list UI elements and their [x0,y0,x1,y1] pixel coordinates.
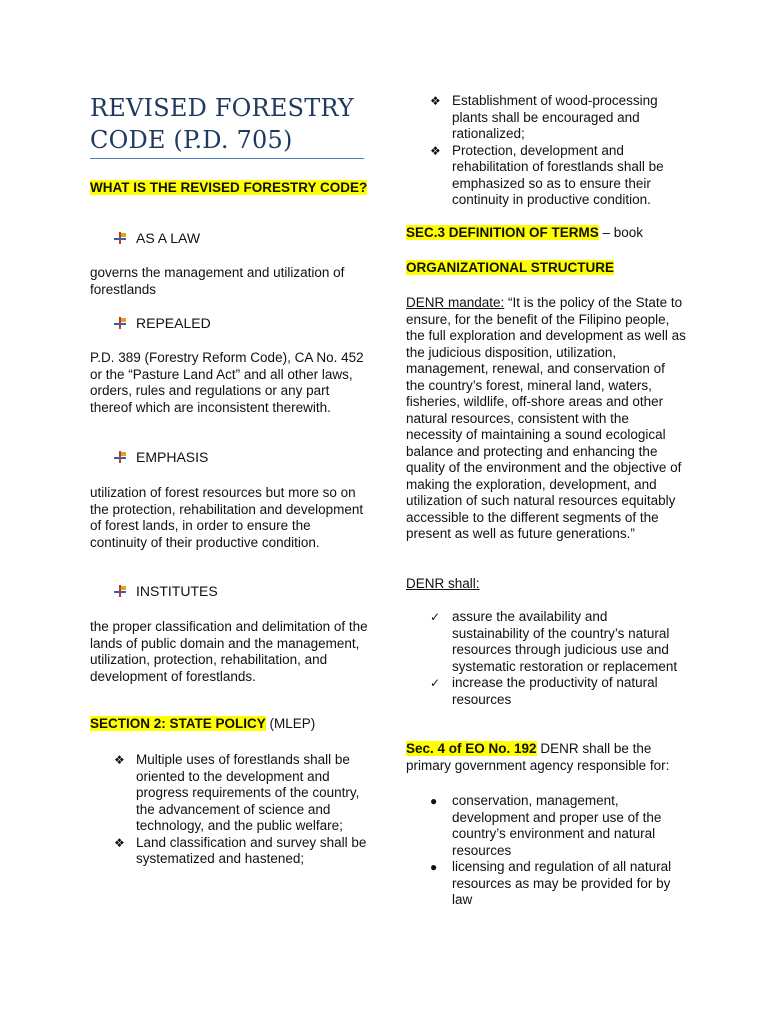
org-structure-heading: ORGANIZATIONAL STRUCTURE [406,260,614,275]
checkmark-icon: ✓ [430,610,441,624]
institutes-bullet [114,582,218,600]
list-item [114,834,368,868]
section2-heading-block [90,716,370,733]
denr-mandate-paragraph [406,295,686,543]
what-heading-block [90,180,370,197]
pin-flag-icon [114,317,126,329]
list-item [114,752,368,835]
eo-heading: Sec. 4 of EO No. 192 [406,741,537,756]
section2-suffix: (MLEP) [265,716,316,731]
list-item [430,93,684,143]
as-a-law-label: AS A LAW [136,230,201,246]
eo-item-text: licensing and regulation of all natural resources as may be provided for by law [452,859,672,907]
denr-shall-list [430,609,684,708]
sec3-heading-block [406,225,686,242]
sec3-heading: SEC.3 DEFINITION OF TERMS [406,225,599,240]
list-item [430,793,684,859]
pin-flag-icon [114,232,126,244]
pin-flag-icon [114,451,126,463]
policy-item-text: Protection, development and rehabilitation of forestlands shall be emphasized so as to ensure their continuity in productive condition. [452,142,664,207]
emphasis-text: utilization of forest resources but more so on the protection, rehabilitation and development of forest lands, in order to ensure the continuity of their productive condition. [90,485,364,550]
policy-item-text: Multiple uses of forestlands shall be oriented to the development and progress requirements of the country, the advancement of science and technology, and the public welfare; [136,752,360,833]
checkmark-icon: ✓ [430,676,441,690]
section2-heading: SECTION 2: STATE POLICY [90,716,266,731]
policy-item-text: Establishment of wood-processing plants shall be encouraged and rationalized; [452,93,658,141]
what-is-heading: WHAT IS THE REVISED FORESTRY CODE? [90,180,368,195]
list-item [430,142,684,209]
as-a-law-text: governs the management and utilization of forestlands [90,265,345,297]
round-bullet-icon: ● [430,794,438,808]
denr-mandate-text: “It is the policy of the State to ensure, for the benefit of the Filipino people, the full exploration and development as well as the judicious disposition, utilization, management, renewal, and conservation of the country’s forest, mineral land, waters, fisheries, wildlife, off-shore areas and other natural resources, consistent with the necessity of maintaining a sound ecological balance and protecting and enhancing the quality of the environment and the objective of making the exploration, development, and utilization of such natural resources equitably accessible to the different segments of the present as well as future generations.” [406,295,686,541]
denr-shall-block [406,576,686,593]
diamond-dots-icon: ❖ [430,143,441,158]
eo-responsibility-list [430,793,684,909]
as-a-law-bullet [114,229,200,247]
denr-shall-item-text: increase the productivity of natural resources [452,675,658,707]
diamond-dots-icon: ❖ [430,94,441,108]
diamond-dots-icon: ❖ [114,753,125,767]
institutes-text: the proper classification and delimitation of the lands of public domain and the management, utilization, protection, rehabilitation, and development of forestlands. [90,619,368,684]
policy-item-text: Land classification and survey shall be systematized and hastened; [136,834,367,866]
eo-text: DENR shall be the primary government agency responsible for: [406,741,670,773]
pin-flag-icon [114,585,126,597]
policy-list-left [114,752,368,868]
diamond-dots-icon: ❖ [114,835,125,850]
denr-shall-label: DENR shall: [406,576,480,591]
page-title: REVISED FORESTRY CODE (P.D. 705) [90,94,354,154]
eo-item-text: conservation, management, development and proper use of the country’s environment and natural resources [452,793,662,858]
denr-mandate-label: DENR mandate: [406,295,505,310]
denr-shall-item-text: assure the availability and sustainability of the country’s natural resources through judicious use and systematic restoration or replacement [452,609,678,674]
institutes-label: INSTITUTES [136,583,218,599]
sec3-suffix: – book [598,225,644,240]
repealed-bullet [114,314,211,332]
policy-list-right [430,93,684,209]
title-underline-divider [90,158,364,159]
round-bullet-icon: ● [430,860,438,874]
list-item [430,675,684,708]
repealed-label: REPEALED [136,315,211,331]
eo-paragraph [406,741,686,774]
emphasis-bullet [114,448,208,466]
emphasis-label: EMPHASIS [136,449,209,465]
list-item [430,609,684,675]
repealed-text: P.D. 389 (Forestry Reform Code), CA No. 452 or the “Pasture Land Act” and all other laws, orders, rules and regulations or any part thereof which are inconsistent therewith. [90,350,364,415]
list-item [430,859,684,909]
org-heading-block [406,260,686,277]
